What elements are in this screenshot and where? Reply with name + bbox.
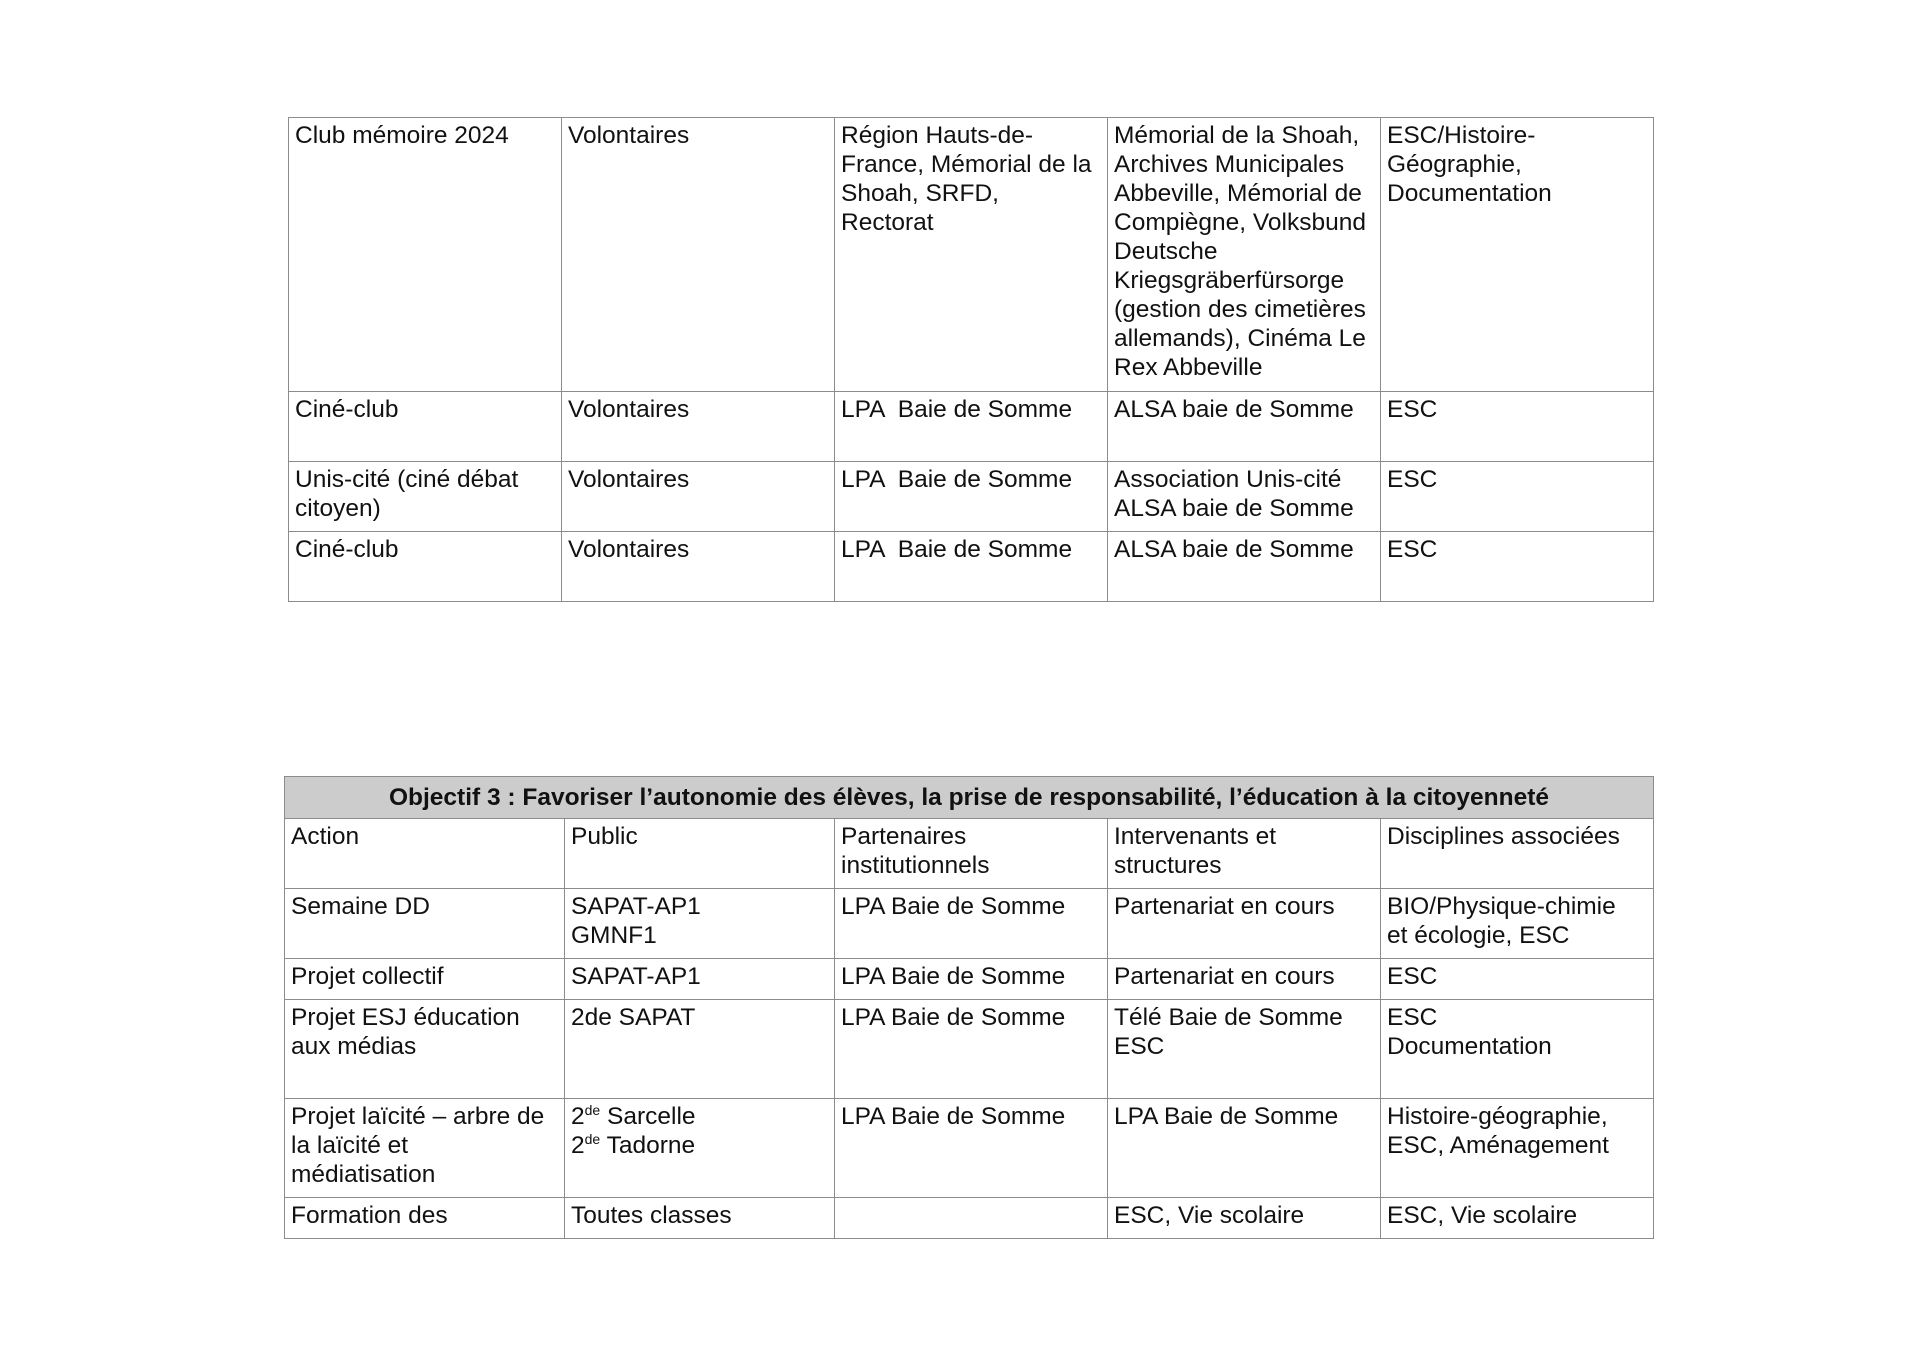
cell-text-line: Histoire-géographie, [1387,1103,1608,1130]
cell-public [565,1000,835,1099]
cell-public [565,889,835,959]
cell-text-line: LPA Baie de Somme [841,396,1073,423]
cell-intervenants [1108,392,1381,462]
cell-public [565,1198,835,1239]
cell-partenaires [835,462,1108,532]
cell-text-line: Deutsche [1114,238,1218,265]
cell-public [562,462,835,532]
cell-action [285,959,565,1000]
cell-text-line: Kriegsgräberfürsorge [1114,267,1345,294]
cell-text-line: Unis-cité (ciné débat [295,466,519,493]
cell-text-line: Partenaires [841,823,967,850]
cell-text-line: Ciné-club [295,536,399,563]
cell-disciplines [1381,1099,1654,1198]
cell-action [289,532,562,602]
cell-text-line: ESC [1387,1004,1438,1031]
cell-intervenants [1108,1198,1381,1239]
header-partenaires [835,819,1108,889]
cell-disciplines [1381,118,1654,392]
cell-text-line: Projet ESJ éducation [291,1004,520,1031]
cell-text-line: ALSA baie de Somme [1114,396,1354,423]
table-row [285,1000,1654,1099]
cell-public [565,1099,835,1198]
cell-partenaires [835,889,1108,959]
table-objectif-3-body [285,889,1654,1239]
cell-disciplines [1381,392,1654,462]
cell-text-line: Projet laïcité – arbre de [291,1103,545,1130]
cell-disciplines [1381,532,1654,602]
table-title-row [285,777,1654,819]
cell-text-line: LPA Baie de Somme [1114,1103,1339,1130]
cell-text-line: Archives Municipales [1114,151,1345,178]
cell-text-line: ESC [1114,1033,1165,1060]
cell-public [562,532,835,602]
table-clubs [288,117,1654,602]
cell-text-line: Ciné-club [295,396,399,423]
cell-text-line: Volontaires [568,396,690,423]
cell-text-line: 2de SAPAT [571,1004,696,1031]
cell-text-line: aux médias [291,1033,417,1060]
cell-partenaires [835,118,1108,392]
cell-text-line: ESC [1387,963,1438,990]
cell-text-line: 2de Tadorne [571,1130,696,1159]
cell-text-line: SAPAT-AP1 [571,963,701,990]
cell-text-line: Toutes classes [571,1202,732,1229]
cell-disciplines [1381,1198,1654,1239]
cell-text-line: LPA Baie de Somme [841,963,1066,990]
cell-public [562,118,835,392]
table-clubs-body [289,118,1654,602]
cell-text-line: LPA Baie de Somme [841,893,1066,920]
cell-text-line: SAPAT-AP1 [571,893,701,920]
cell-action [289,392,562,462]
cell-action [285,1099,565,1198]
cell-action [285,889,565,959]
cell-public [562,392,835,462]
cell-text-line: Télé Baie de Somme [1114,1004,1343,1031]
cell-text-line: GMNF1 [571,922,657,949]
cell-action [289,462,562,532]
cell-public [565,959,835,1000]
cell-text-line: Disciplines associées [1387,823,1620,850]
cell-action [289,118,562,392]
table-row [289,532,1654,602]
cell-partenaires [835,959,1108,1000]
cell-intervenants [1108,118,1381,392]
cell-text-line: BIO/Physique-chimie [1387,893,1616,920]
cell-text-line: institutionnels [841,852,990,879]
cell-intervenants [1108,1099,1381,1198]
cell-text-line: 2de Sarcelle [571,1101,696,1130]
cell-text-line: Intervenants et [1114,823,1277,850]
cell-text-line: Mémorial de la Shoah, [1114,122,1360,149]
cell-text-line: Rectorat [841,209,934,236]
header-public [565,819,835,889]
cell-partenaires [835,392,1108,462]
cell-disciplines [1381,462,1654,532]
cell-intervenants [1108,889,1381,959]
cell-intervenants [1108,1000,1381,1099]
cell-text-line: ESC, Vie scolaire [1387,1202,1578,1229]
cell-intervenants [1108,462,1381,532]
header-intervenants [1108,819,1381,889]
cell-text-line: médiatisation [291,1161,436,1188]
cell-text-line: Volontaires [568,536,690,563]
cell-disciplines [1381,889,1654,959]
cell-text-line: Shoah, SRFD, [841,180,999,207]
header-disciplines [1381,819,1654,889]
cell-partenaires [835,1099,1108,1198]
cell-text-line: Documentation [1387,180,1552,207]
cell-text-line: Abbeville, Mémorial de [1114,180,1362,207]
cell-text-line: et écologie, ESC [1387,922,1570,949]
cell-text-line: Région Hauts-de- [841,122,1034,149]
table-title: Objectif 3 : Favoriser l’autonomie des élèves, la prise de responsabilité, l’éducation à la citoyenneté [285,777,1654,819]
cell-text-line: Documentation [1387,1033,1552,1060]
cell-text-line: Volontaires [568,466,690,493]
cell-text-line: ALSA baie de Somme [1114,536,1354,563]
cell-text-line: Projet collectif [291,963,444,990]
table-row [285,1198,1654,1239]
cell-text-line: Partenariat en cours [1114,963,1335,990]
cell-text-line: Public [571,823,638,850]
cell-disciplines [1381,959,1654,1000]
table-objectif-3 [284,776,1654,1239]
cell-text-line: LPA Baie de Somme [841,1004,1066,1031]
cell-text-line: ESC [1387,536,1438,563]
cell-text-line: LPA Baie de Somme [841,536,1073,563]
cell-text-line: ESC [1387,396,1438,423]
cell-text-line: France, Mémorial de la [841,151,1092,178]
cell-text-line: Association Unis-cité [1114,466,1342,493]
cell-text-line: ESC/Histoire- [1387,122,1536,149]
table-row [285,959,1654,1000]
cell-text-line: Rex Abbeville [1114,354,1263,381]
cell-action [285,1198,565,1239]
cell-partenaires [835,532,1108,602]
cell-text-line: Volontaires [568,122,690,149]
cell-text-line: Club mémoire 2024 [295,122,509,149]
table-header-row [285,819,1654,889]
cell-intervenants [1108,959,1381,1000]
table-row [289,392,1654,462]
cell-text-line: ALSA baie de Somme [1114,495,1354,522]
cell-text-line: citoyen) [295,495,381,522]
cell-text-line: ESC [1387,466,1438,493]
header-action [285,819,565,889]
cell-text-line: structures [1114,852,1222,879]
cell-partenaires [835,1198,1108,1239]
table-row [285,889,1654,959]
cell-text-line: ESC, Aménagement [1387,1132,1609,1159]
cell-partenaires [835,1000,1108,1099]
cell-text-line: (gestion des cimetières [1114,296,1366,323]
cell-text-line: allemands), Cinéma Le [1114,325,1366,352]
table-row [289,462,1654,532]
cell-disciplines [1381,1000,1654,1099]
cell-text-line: Action [291,823,360,850]
table-row [289,118,1654,392]
table-row [285,1099,1654,1198]
cell-text-line: Géographie, [1387,151,1522,178]
cell-text-line: LPA Baie de Somme [841,466,1073,493]
cell-text-line: Formation des [291,1202,448,1229]
cell-action [285,1000,565,1099]
cell-intervenants [1108,532,1381,602]
cell-text-line: Compiègne, Volksbund [1114,209,1366,236]
cell-text-line: la laïcité et [291,1132,409,1159]
cell-text-line: ESC, Vie scolaire [1114,1202,1305,1229]
cell-text-line: Partenariat en cours [1114,893,1335,920]
cell-text-line: LPA Baie de Somme [841,1103,1066,1130]
cell-text-line: Semaine DD [291,893,430,920]
